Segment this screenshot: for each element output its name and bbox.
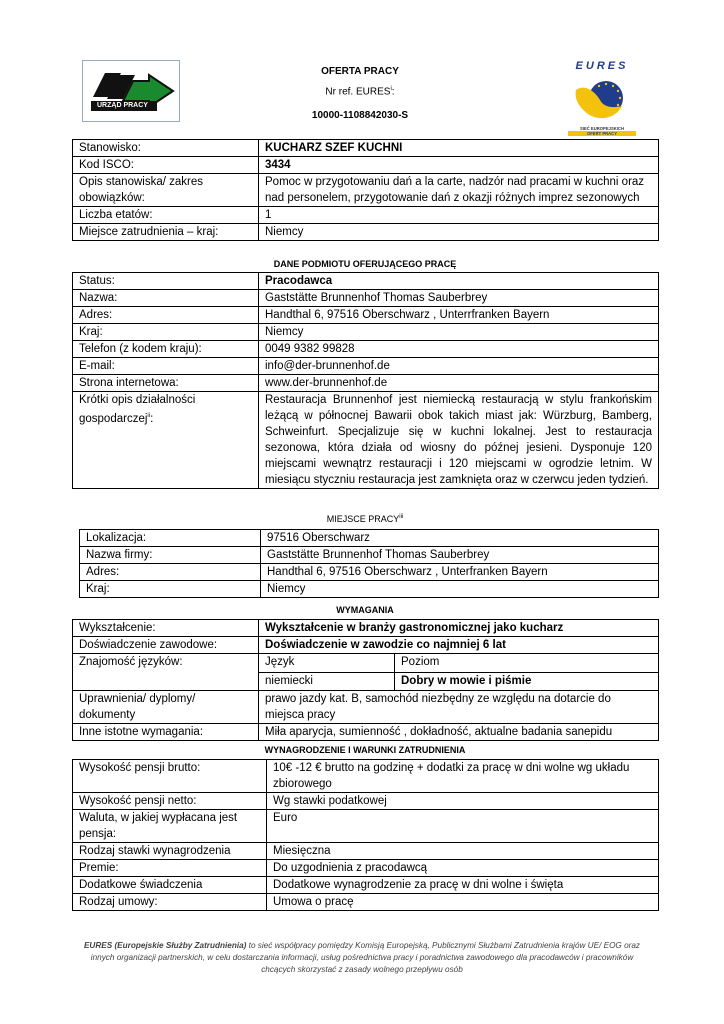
table-row	[73, 724, 659, 741]
language-level-value: Dobry w mowie i piśmie	[395, 672, 659, 691]
table-row	[73, 620, 659, 637]
employer-name-value: Gaststätte Brunnenhof Thomas Sauberbrey	[259, 290, 659, 307]
employer-table	[72, 272, 659, 489]
workplace-location-value: 97516 Oberschwarz	[261, 530, 659, 547]
positions-count-value: 1	[259, 207, 659, 224]
eures-logo	[566, 60, 638, 142]
row-label: Wysokość pensji brutto:	[73, 760, 267, 793]
table-row	[73, 358, 659, 375]
table-row	[73, 860, 659, 877]
table-row	[73, 877, 659, 894]
employer-status-value: Pracodawca	[259, 273, 659, 290]
footnote-mark: iii	[399, 514, 404, 520]
level-column-header: Poziom	[395, 654, 659, 673]
row-label: Kraj:	[80, 581, 261, 598]
table-row	[73, 174, 659, 207]
ref-label-line	[240, 86, 480, 97]
footer-note-text: to sieć współpracy pomiędzy Komisją Europejską, Publicznymi Służbami Zatrudnienia krajów UE/ EOG oraz innych organizacji partnerskich, w celu dostarczania informacji, usług pośrednictwa pracy i poradnictwa zawodowego dla pracodawców i pracowników chcących skorzystać z zasady wolnego przepływu osób	[90, 941, 641, 974]
row-label: Nazwa:	[73, 290, 259, 307]
employer-section-title: DANE PODMIOTU OFERUJĄCEGO PRACĘ	[273, 259, 457, 269]
urzad-pracy-logo-text: URZĄD PRACY	[97, 102, 148, 109]
row-label: Adres:	[80, 564, 261, 581]
footer-note-bold: EURES (Europejskie Służby Zatrudnienia)	[83, 941, 247, 950]
row-label: Rodzaj umowy:	[73, 894, 267, 911]
job-description-value: Pomoc w przygotowaniu dań a la carte, nadzór nad pracami w kuchni oraz nad personelem, przygotowanie dań z okazji różnych imprez sezonowych	[259, 174, 659, 207]
table-row	[73, 324, 659, 341]
table-row	[73, 224, 659, 241]
business-description-value: Restauracja Brunnenhof jest niemiecką restauracją w stylu frankońskim leżącą w północnej Bawarii obok takich miast jak: Würzburg, Bamberg, Schweinfurt. Specjalizuje się w kuchni lokalnej. Jest to restauracja sezonowa, która działa od wiosny do późnej jesieni. Dysponuje 120 miejscami wewnątrz restauracji i 120 miejscami w ogrodzie letnim. W miesiącu styczniu restauracja jest zamknięta oraz w czerwcu jeden tydzień.	[259, 392, 659, 489]
table-row	[73, 273, 659, 290]
position-table	[72, 139, 659, 241]
ref-colon: :	[391, 86, 395, 98]
salary-section-title: WYNAGRODZENIE I WARUNKI ZATRUDNIENIA	[264, 745, 466, 755]
job-title-value: KUCHARZ SZEF KUCHNI	[259, 140, 659, 157]
table-row	[80, 547, 659, 564]
ref-number: 10000-1108842030-S	[311, 110, 409, 121]
business-description-label: Krótki opis działalności gospodarczej	[79, 394, 196, 425]
table-row	[73, 207, 659, 224]
table-row	[73, 810, 659, 843]
table-row	[73, 691, 659, 724]
table-row	[73, 637, 659, 654]
row-label: Adres:	[73, 307, 259, 324]
contract-type-value: Umowa o pracę	[267, 894, 659, 911]
experience-value: Doświadczenie w zawodzie co najmniej 6 lat	[259, 637, 659, 654]
table-row	[73, 157, 659, 174]
employer-address-value: Handthal 6, 97516 Oberschwarz , Unterrfranken Bayern	[259, 307, 659, 324]
workplace-section-title-line	[72, 514, 658, 524]
table-row	[73, 290, 659, 307]
footer-note	[80, 940, 644, 976]
urzad-pracy-logo-graphic	[83, 61, 179, 121]
row-label: Wysokość pensji netto:	[73, 793, 267, 810]
row-label: Dodatkowe świadczenia	[73, 877, 267, 894]
table-row	[73, 307, 659, 324]
employer-country-value: Niemcy	[259, 324, 659, 341]
row-label: Inne istotne wymagania:	[73, 724, 259, 741]
language-value: niemiecki	[259, 672, 395, 691]
footnote-mark: ii	[147, 413, 151, 419]
row-label: Telefon (z kodem kraju):	[73, 341, 259, 358]
table-row	[73, 760, 659, 793]
eures-logo-text: EURES	[575, 60, 629, 72]
salary-table	[72, 759, 659, 911]
education-value: Wykształcenie w branży gastronomicznej jako kucharz	[259, 620, 659, 637]
table-row	[80, 581, 659, 598]
eures-logo-subtext-2: OFERT PRACY	[568, 131, 636, 136]
row-label: Stanowisko:	[73, 140, 259, 157]
row-label: Wykształcenie:	[73, 620, 259, 637]
table-row	[73, 654, 659, 673]
row-label	[73, 392, 259, 489]
row-label: Waluta, w jakiej wypłacana jest pensja:	[73, 810, 267, 843]
row-label: Uprawnienia/ dyplomy/ dokumenty	[73, 691, 259, 724]
requirements-section-title: WYMAGANIA	[336, 605, 394, 615]
table-row	[80, 530, 659, 547]
row-label: Strona internetowa:	[73, 375, 259, 392]
requirements-table	[72, 619, 659, 741]
table-row	[73, 392, 659, 489]
country-value: Niemcy	[259, 224, 659, 241]
licenses-value: prawo jazdy kat. B, samochód niezbędny ze względu na dotarcie do miejsca pracy	[259, 691, 659, 724]
row-label: Status:	[73, 273, 259, 290]
isco-code-value: 3434	[259, 157, 659, 174]
eures-logo-subtext-1: SIEĆ EUROPEJSKICH	[580, 126, 624, 131]
employer-email-link[interactable]: info@der-brunnenhof.de	[259, 358, 659, 375]
workplace-section-title: MIEJSCE PRACY	[326, 514, 400, 524]
page-title: OFERTA PRACY	[321, 66, 399, 77]
row-label: Premie:	[73, 860, 267, 877]
row-label: Miejsce zatrudnienia – kraj:	[73, 224, 259, 241]
rate-type-value: Miesięczna	[267, 843, 659, 860]
language-column-header: Język	[259, 654, 395, 673]
workplace-address-value: Handthal 6, 97516 Oberschwarz , Unterfranken Bayern	[261, 564, 659, 581]
row-label: Lokalizacja:	[80, 530, 261, 547]
row-label: Opis stanowiska/ zakres obowiązków:	[73, 174, 259, 207]
table-row	[73, 894, 659, 911]
workplace-country-value: Niemcy	[261, 581, 659, 598]
employer-website-link[interactable]: www.der-brunnenhof.de	[259, 375, 659, 392]
workplace-table	[79, 529, 659, 598]
table-row	[73, 140, 659, 157]
row-label: Doświadczenie zawodowe:	[73, 637, 259, 654]
label-colon: :	[150, 412, 154, 425]
row-label: Nazwa firmy:	[80, 547, 261, 564]
row-label: Kraj:	[73, 324, 259, 341]
table-row	[73, 341, 659, 358]
row-label: E-mail:	[73, 358, 259, 375]
bonuses-value: Do uzgodnienia z pracodawcą	[267, 860, 659, 877]
benefits-value: Dodatkowe wynagrodzenie za pracę w dni wolne i święta	[267, 877, 659, 894]
table-row	[73, 375, 659, 392]
ref-footnote-mark: i	[390, 86, 392, 92]
other-requirements-value: Miła aparycja, sumienność , dokładność, aktualne badania sanepidu	[259, 724, 659, 741]
row-label: Liczba etatów:	[73, 207, 259, 224]
row-label: Rodzaj stawki wynagrodzenia	[73, 843, 267, 860]
gross-salary-value: 10€ -12 € brutto na godzinę + dodatki za pracę w dni wolne wg układu zbiorowego	[267, 760, 659, 793]
row-label: Znajomość języków:	[73, 654, 259, 691]
employer-phone-value: 0049 9382 99828	[259, 341, 659, 358]
row-label: Kod ISCO:	[73, 157, 259, 174]
currency-value: Euro	[267, 810, 659, 843]
table-row	[73, 843, 659, 860]
urzad-pracy-logo	[82, 60, 180, 122]
table-row	[73, 793, 659, 810]
ref-label: Nr ref. EURES	[325, 86, 391, 98]
workplace-company-value: Gaststätte Brunnenhof Thomas Sauberbrey	[261, 547, 659, 564]
table-row	[80, 564, 659, 581]
net-salary-value: Wg stawki podatkowej	[267, 793, 659, 810]
